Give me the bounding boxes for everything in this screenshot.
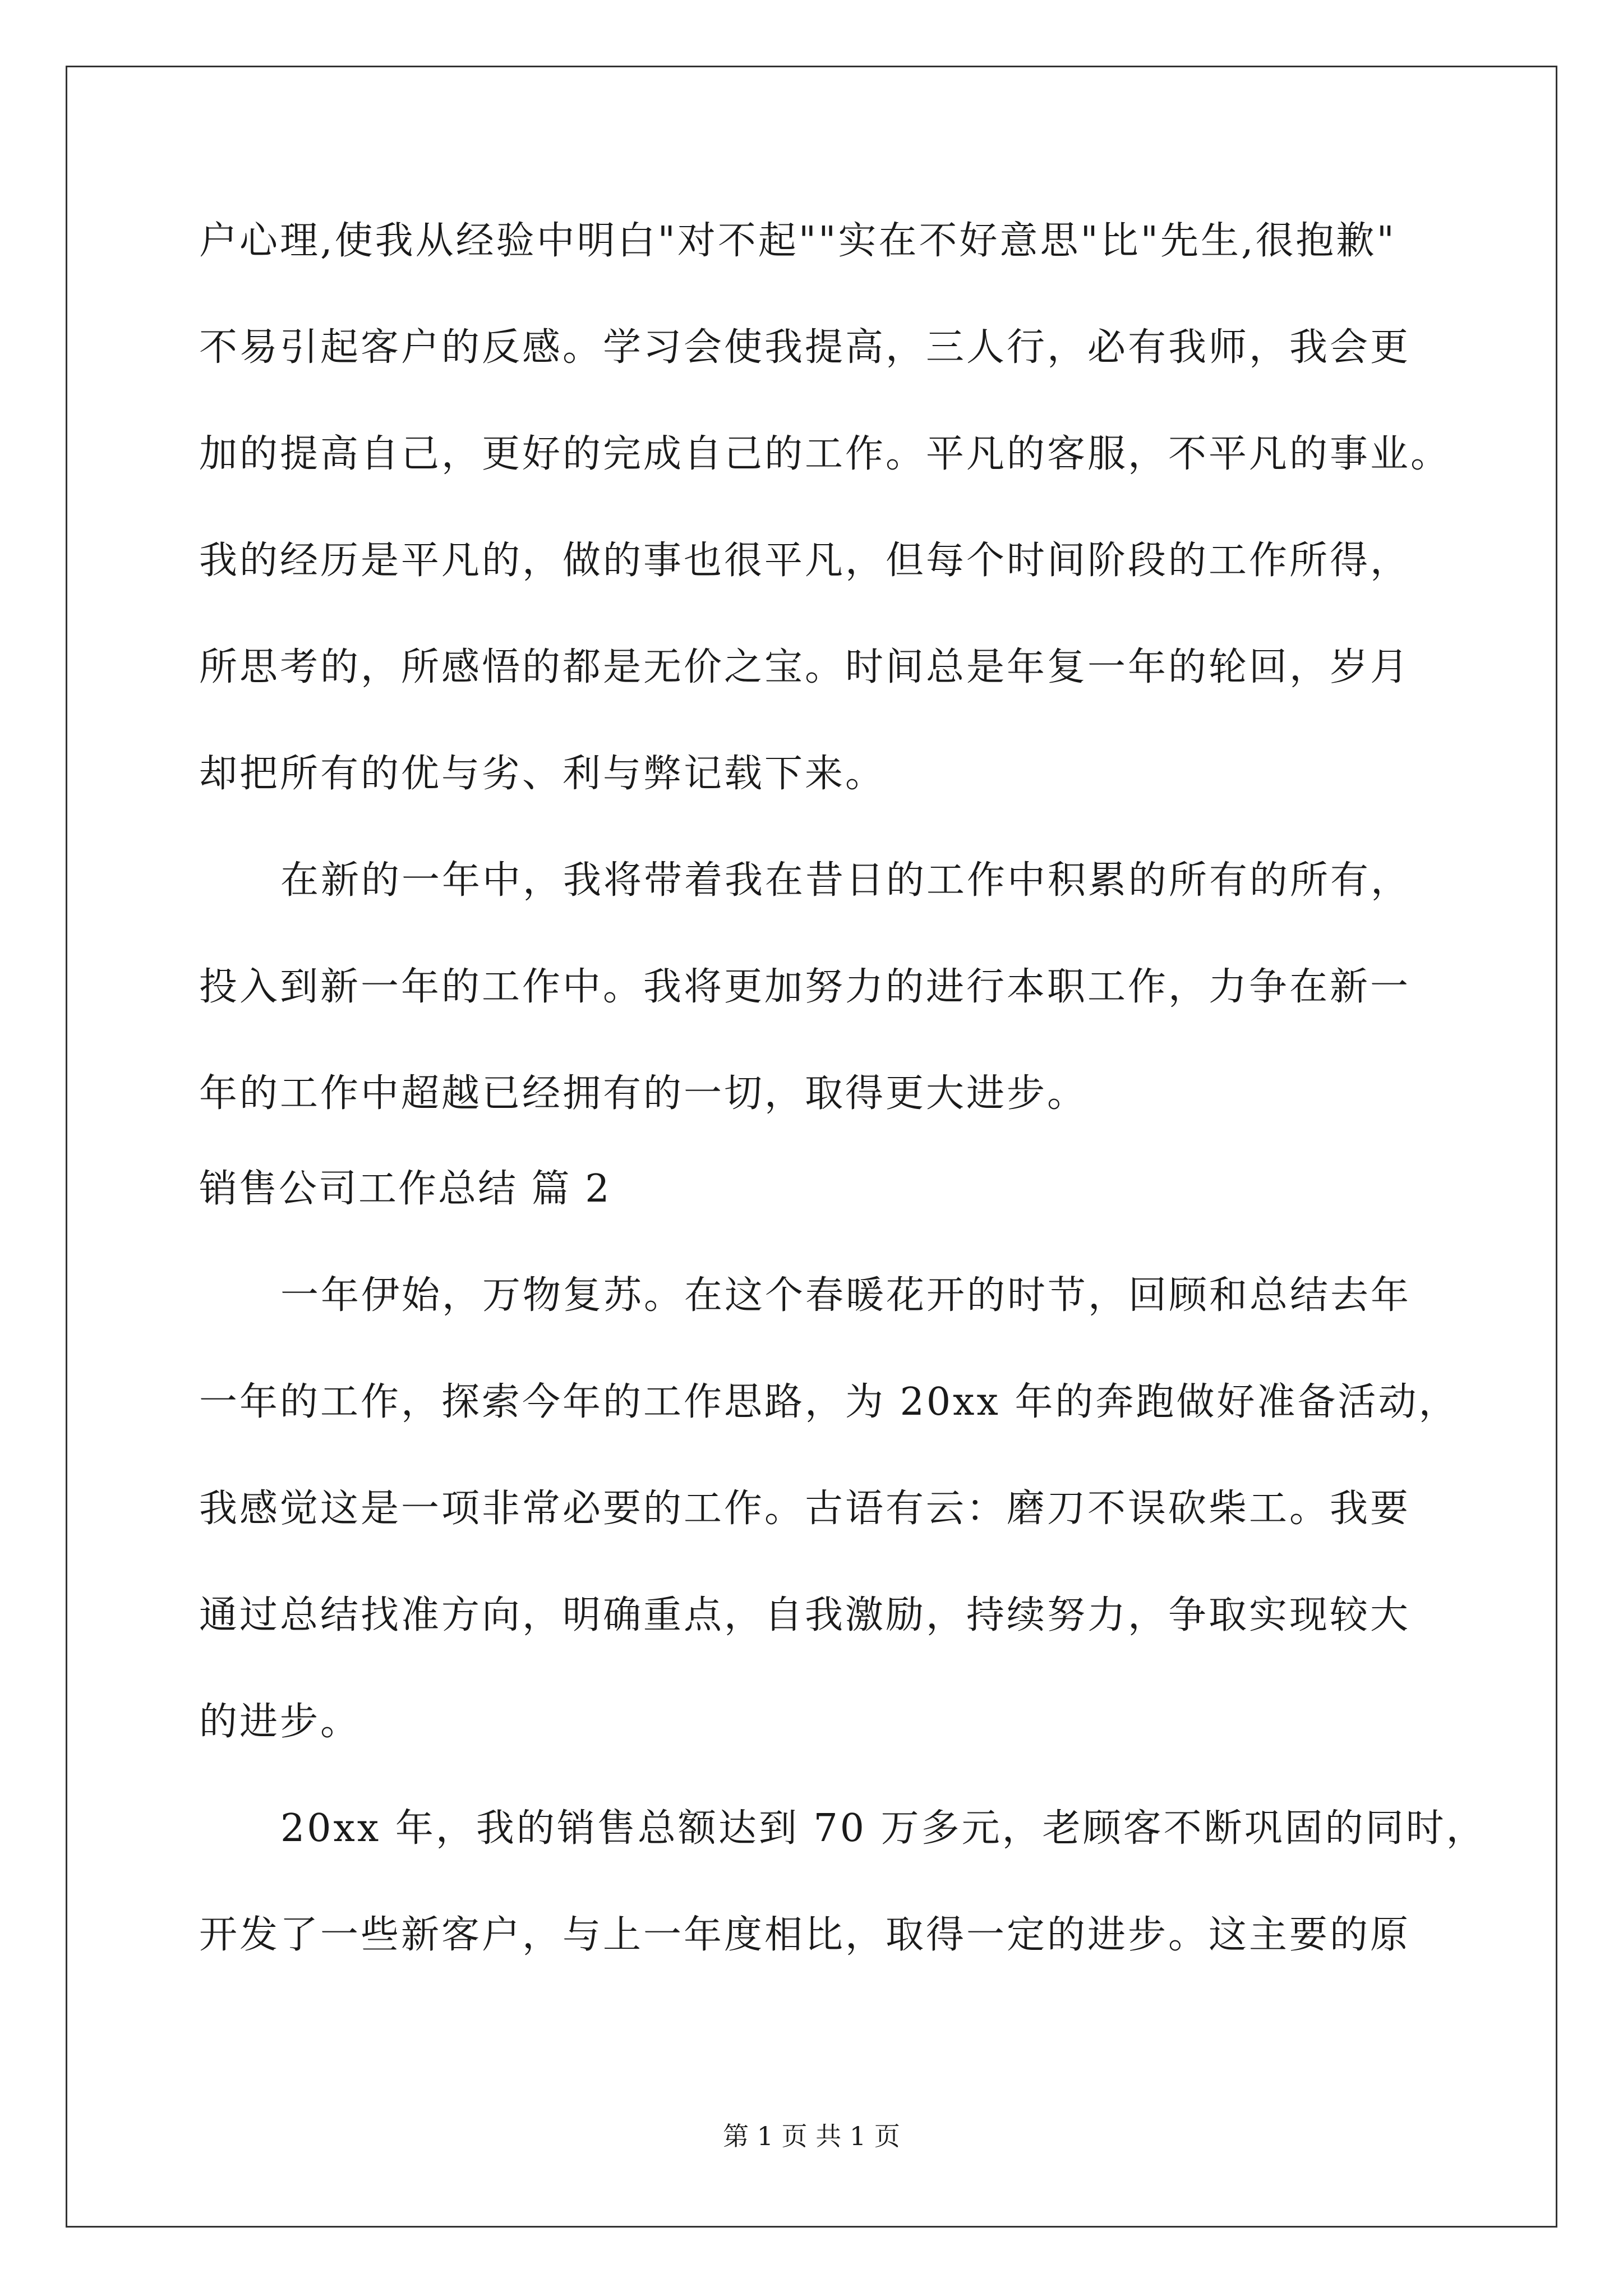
text-line: 却把所有的优与劣、利与弊记载下来。: [199, 752, 886, 796]
section-heading: 销售公司工作总结 篇 2: [199, 1167, 611, 1211]
text-line: 一年的工作，探索今年的工作思路，为 20xx 年的奔跑做好准备活动，: [199, 1380, 1459, 1424]
text-line: 开发了一些新客户，与上一年度相比，取得一定的进步。这主要的原: [199, 1913, 1411, 1957]
page-number: 第 1 页 共 1 页: [723, 2121, 900, 2151]
paragraph-first-line: 在新的一年中，我将带着我在昔日的工作中积累的所有的所有，: [280, 858, 1412, 903]
paragraph-first-line: 一年伊始，万物复苏。在这个春暖花开的时节，回顾和总结去年: [280, 1273, 1412, 1318]
text-line: 投入到新一年的工作中。我将更加努力的进行本职工作，力争在新一: [199, 965, 1411, 1009]
paragraph-first-line: 20xx 年，我的销售总额达到 70 万多元，老顾客不断巩固的同时，: [280, 1806, 1487, 1851]
text-line: 我感觉这是一项非常必要的工作。古语有云：磨刀不误砍柴工。我要: [199, 1487, 1411, 1531]
text-line: 加的提高自己，更好的完成自己的工作。平凡的客服，不平凡的事业。: [199, 432, 1451, 476]
text-line: 所思考的，所感悟的都是无价之宝。时间总是年复一年的轮回，岁月: [199, 645, 1411, 689]
text-line: 不易引起客户的反感。学习会使我提高，三人行，必有我师，我会更: [199, 325, 1411, 370]
page-border: [66, 66, 1557, 2228]
text-line: 我的经历是平凡的，做的事也很平凡，但每个时间阶段的工作所得，: [199, 539, 1411, 583]
text-line: 通过总结找准方向，明确重点，自我激励，持续努力，争取实现较大: [199, 1593, 1411, 1637]
text-line: 年的工作中超越已经拥有的一切，取得更大进步。: [199, 1071, 1088, 1116]
text-line: 的进步。: [199, 1700, 361, 1744]
text-line: 户心理,使我从经验中明白"对不起""实在不好意思"比"先生,很抱歉": [199, 219, 1396, 263]
